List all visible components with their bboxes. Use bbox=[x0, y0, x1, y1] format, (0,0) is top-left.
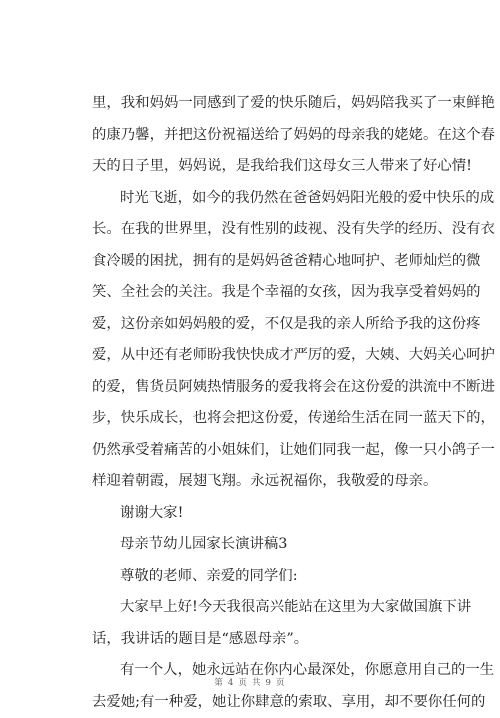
text-line: 大家早上好!今天我很高兴能站在这里为大家做国旗下讲 bbox=[92, 592, 412, 624]
body-text bbox=[92, 88, 412, 718]
text-line: 仍然承受着痛苦的小姐妹们，让她们同我一起，像一只小鸽子一 bbox=[92, 435, 412, 467]
text-line: 里，我和妈妈一同感到了爱的快乐随后，妈妈陪我买了一束鲜艳 bbox=[92, 88, 412, 120]
text-line: 笑、全社会的关注。我是个幸福的女孩，因为我享受着妈妈的 bbox=[92, 277, 412, 309]
text-line: 食冷暖的困扰，拥有的是妈妈爸爸精心地呵护、老师灿烂的微 bbox=[92, 246, 412, 278]
page-footer: 第 4 页 共 9 页 bbox=[0, 676, 500, 688]
closing-line: 谢谢大家! bbox=[92, 498, 412, 530]
salutation: 尊敬的老师、亲爱的同学们: bbox=[92, 561, 412, 593]
text-line: 样迎着朝霞，展翅飞翔。永远祝福你，我敬爱的母亲。 bbox=[92, 466, 412, 498]
text-line: 爱，从中还有老师盼我快快成才严厉的爱，大姨、大妈关心呵护 bbox=[92, 340, 412, 372]
text-line: 有一个人，她永远站在你内心最深处，你愿意用自己的一生 bbox=[92, 655, 412, 687]
text-line: 的爱，售货员阿姨热情服务的爱我将会在这份爱的洪流中不断进 bbox=[92, 372, 412, 404]
text-line: 时光飞逝，如今的我仍然在爸爸妈妈阳光般的爱中快乐的成 bbox=[92, 183, 412, 215]
text-line: 天的日子里，妈妈说，是我给我们这母女三人带来了好心情! bbox=[92, 151, 412, 183]
text-line: 话，我讲话的题目是“感恩母亲”。 bbox=[92, 624, 412, 656]
text-line: 爱，这份亲如妈妈般的爱，不仅是我的亲人所给予我的这份疼 bbox=[92, 309, 412, 341]
text-line: 去爱她;有一种爱，她让你肆意的索取、享用，却不要你任何的 bbox=[92, 687, 412, 718]
text-line: 长。在我的世界里，没有性别的歧视、没有失学的经历、没有衣 bbox=[92, 214, 412, 246]
text-line: 的康乃馨，并把这份祝福送给了妈妈的母亲我的姥姥。在这个春 bbox=[92, 120, 412, 152]
section-heading: 母亲节幼儿园家长演讲稿3 bbox=[92, 529, 412, 561]
text-line: 步，快乐成长，也将会把这份爱，传递给生活在同一蓝天下的， bbox=[92, 403, 412, 435]
